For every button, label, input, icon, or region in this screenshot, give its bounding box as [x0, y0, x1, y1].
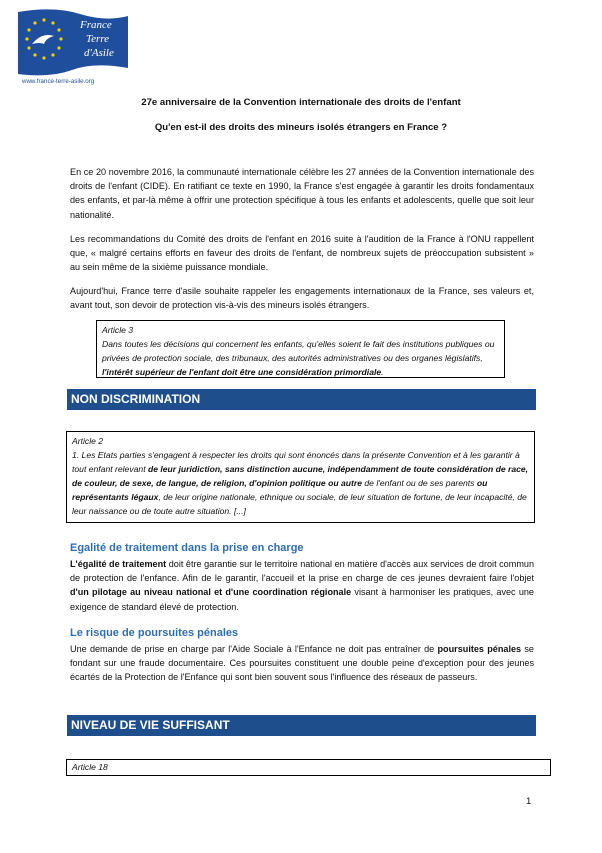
subsection-title-poursuites: Le risque de poursuites pénales [70, 627, 239, 639]
intro-paragraph-2: Les recommandations du Comité des droits de l'enfant en 2016 suite à l'audition de la France à l'ONU rappellent que, « malgré certains efforts en faveur des droits de l'enfant, de nombreux sujets de préoccupation subsistent » au sein même de la sixième puissance mondiale. [70, 234, 534, 273]
logo-line2: Terre [86, 33, 110, 45]
article-3-text: Dans toutes les décisions qui concernent les enfants, qu'elles soient le fait des institutions publiques ou privées de protection sociale, des tribunaux, des autorités administratives ou des organes législatifs, l'intérêt supérieur de l'enfant doit être une considération primordiale. [102, 339, 495, 377]
subsection-title-egalite: Egalité de traitement dans la prise en charge [70, 542, 304, 554]
article-2-box [66, 431, 535, 523]
section-heading-non-discrimination: NON DISCRIMINATION [67, 389, 536, 410]
article-3-box [96, 320, 505, 378]
intro-paragraph-1: En ce 20 novembre 2016, la communauté internationale célèbre les 27 années de la Convention internationale des droits de l'enfant (CIDE). En ratifiant ce texte en 1990, la France s'est engagée à garantir les droits fondamentaux des enfants, et par-là même à offrir une protection spécifique à tous les enfants et adolescents, quelle que soit leur nationalité. [70, 167, 534, 220]
article-18-box [66, 759, 551, 776]
subsection-paragraph-egalite: L'égalité de traitement doit être garantie sur le territoire national en matière d'accès aux services de droit commun de protection de l'enfance. Afin de le garantir, l'accueil et la prise en charge de ces jeunes devraient faire l'objet d'un pilotage au niveau national et d'une coordination régionale visant à harmoniser les pratiques, avec une exigence de standard élevé de protection. [70, 559, 535, 612]
article-3-label: Article 3 [102, 325, 134, 335]
logo-line3: d'Asile [84, 47, 114, 59]
logo-line1: France [80, 19, 112, 31]
intro-paragraph-3: Aujourd'hui, France terre d'asile souhaite rappeler les engagements internationaux de la France, ses valeurs et, avant tout, son devoir de protection vis-à-vis des mineurs isolés étrangers. [70, 286, 534, 311]
article-2-label: Article 2 [72, 436, 104, 446]
section-heading-niveau-de-vie: NIVEAU DE VIE SUFFISANT [67, 715, 536, 736]
page-number: 1 [526, 796, 532, 807]
logo-url: www.france-terre-asile.org [22, 78, 95, 85]
article-2-text: 1. Les Etats parties s'engagent à respecter les droits qui sont énoncés dans la présente Convention et à les garantir à tout enfant relevant de leur juridiction, sans distinction aucune, indépendamment de toute considération de race, de couleur, de sexe, de langue, de religion, d'opinion politique ou autre de l'enfant ou de ses parents ou représentants légaux, de leur origine nationale, ethnique ou sociale, de leur situation de fortune, de leur incapacité, de leur naissance ou de toute autre situation. [...] [72, 450, 529, 516]
article-18-label: Article 18 [72, 762, 108, 772]
france-terre-asile-logo [14, 8, 132, 86]
document-subtitle: Qu'en est-il des droits des mineurs isolés étrangers en France ? [154, 122, 448, 133]
document-title: 27e anniversaire de la Convention internationale des droits de l'enfant [141, 97, 461, 108]
subsection-paragraph-poursuites: Une demande de prise en charge par l'Aide Sociale à l'Enfance ne doit pas entraîner de poursuites pénales se fondant sur une fraude documentaire. Ces poursuites constituent une double peine d'exception pour des jeunes écartés de la Protection de l'Enfance qui sont bien souvent sous l'influence des réseaux de passeurs. [70, 644, 534, 683]
